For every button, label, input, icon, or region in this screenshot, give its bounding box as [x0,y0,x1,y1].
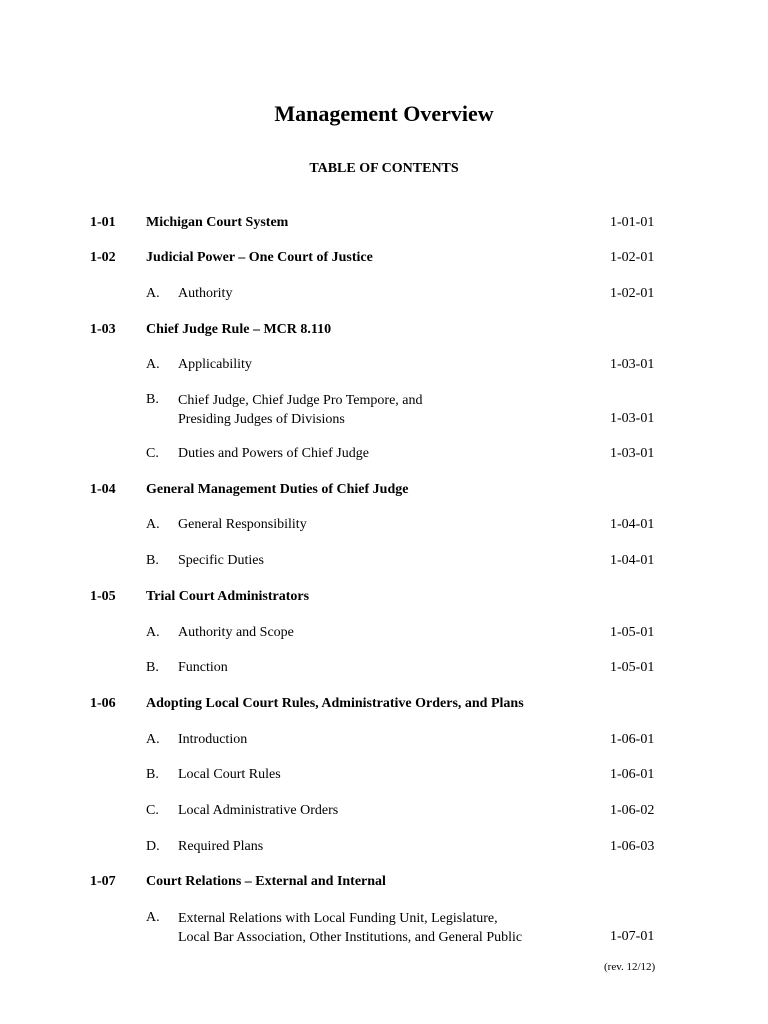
page-reference: 1-06-03 [610,839,655,854]
toc-subsection-1-03-b[interactable] [0,391,768,431]
toc-section-1-01[interactable] [0,214,768,234]
page-reference: 1-03-01 [610,357,655,372]
section-number: 1-05 [90,589,116,604]
toc-subsection-1-05-a[interactable] [0,624,768,644]
subsection-title: General Responsibility [178,517,307,532]
subsection-letter: C. [146,446,159,461]
page-reference: 1-06-01 [610,732,655,747]
page-reference: 1-01-01 [610,215,655,230]
page-reference: 1-03-01 [610,446,655,461]
toc-subsection-1-05-b[interactable] [0,659,768,679]
page-reference: 1-06-01 [610,767,655,782]
section-number: 1-07 [90,874,116,889]
section-title: General Management Duties of Chief Judge [146,482,409,497]
subsection-letter: B. [146,553,159,568]
subsection-title-line-2: Local Bar Association, Other Institutions, and General Public [178,930,523,945]
page-reference: 1-06-02 [610,803,655,818]
subsection-title: Introduction [178,732,248,747]
document-title: Management Overview [274,101,494,126]
subsection-title-line-2: Presiding Judges of Divisions [178,412,345,427]
subsection-title: Local Court Rules [178,767,281,782]
toc-section-1-06[interactable] [0,695,768,715]
subsection-title: Local Administrative Orders [178,803,339,818]
subsection-letter: D. [146,839,160,854]
subsection-title-line-1: External Relations with Local Funding Unit, Legislature, [178,911,498,926]
section-title: Chief Judge Rule – MCR 8.110 [146,322,332,337]
toc-subsection-1-02-a[interactable] [0,285,768,305]
page-reference: 1-04-01 [610,517,655,532]
section-number: 1-01 [90,215,116,230]
subsection-title: Authority and Scope [178,625,294,640]
subsection-title: Specific Duties [178,553,264,568]
section-title: Judicial Power – One Court of Justice [146,250,373,265]
section-number: 1-02 [90,250,116,265]
subsection-title: Required Plans [178,839,264,854]
subsection-title: Function [178,660,228,675]
page-reference: 1-02-01 [610,250,655,265]
page-reference: 1-05-01 [610,625,655,640]
toc-subsection-1-06-c[interactable] [0,802,768,822]
section-title: Court Relations – External and Internal [146,874,386,889]
section-title: Adopting Local Court Rules, Administrative Orders, and Plans [146,696,524,711]
toc-subsection-1-06-a[interactable] [0,731,768,751]
toc-heading: TABLE OF CONTENTS [309,161,459,176]
toc-subsection-1-07-a[interactable] [0,909,768,949]
subsection-letter: A. [146,910,160,925]
toc-subsection-1-06-b[interactable] [0,766,768,786]
section-number: 1-06 [90,696,116,711]
page-reference: 1-03-01 [610,411,655,426]
page-reference: 1-05-01 [610,660,655,675]
section-title: Michigan Court System [146,215,289,230]
revision-note: (rev. 12/12) [604,961,656,973]
toc-subsection-1-03-c[interactable] [0,445,768,465]
toc-subsection-1-06-d[interactable] [0,838,768,858]
toc-subsection-1-03-a[interactable] [0,356,768,376]
subsection-letter: B. [146,392,159,407]
subsection-title: Duties and Powers of Chief Judge [178,446,369,461]
subsection-title: Applicability [178,357,252,372]
section-title: Trial Court Administrators [146,589,310,604]
subsection-letter: A. [146,517,160,532]
section-number: 1-03 [90,322,116,337]
section-number: 1-04 [90,482,116,497]
page-reference: 1-02-01 [610,286,655,301]
toc-section-1-04[interactable] [0,481,768,501]
subsection-letter: B. [146,660,159,675]
subsection-letter: A. [146,357,160,372]
toc-subsection-1-04-b[interactable] [0,552,768,572]
toc-section-1-05[interactable] [0,588,768,608]
toc-subsection-1-04-a[interactable] [0,516,768,536]
subsection-letter: C. [146,803,159,818]
page-reference: 1-07-01 [610,929,655,944]
subsection-letter: A. [146,625,160,640]
subsection-title: Authority [178,286,233,301]
subsection-letter: A. [146,286,160,301]
toc-section-1-03[interactable] [0,321,768,341]
toc-section-1-07[interactable] [0,873,768,893]
subsection-letter: A. [146,732,160,747]
subsection-letter: B. [146,767,159,782]
subsection-title-line-1: Chief Judge, Chief Judge Pro Tempore, and [178,393,423,408]
page-reference: 1-04-01 [610,553,655,568]
toc-section-1-02[interactable] [0,249,768,269]
